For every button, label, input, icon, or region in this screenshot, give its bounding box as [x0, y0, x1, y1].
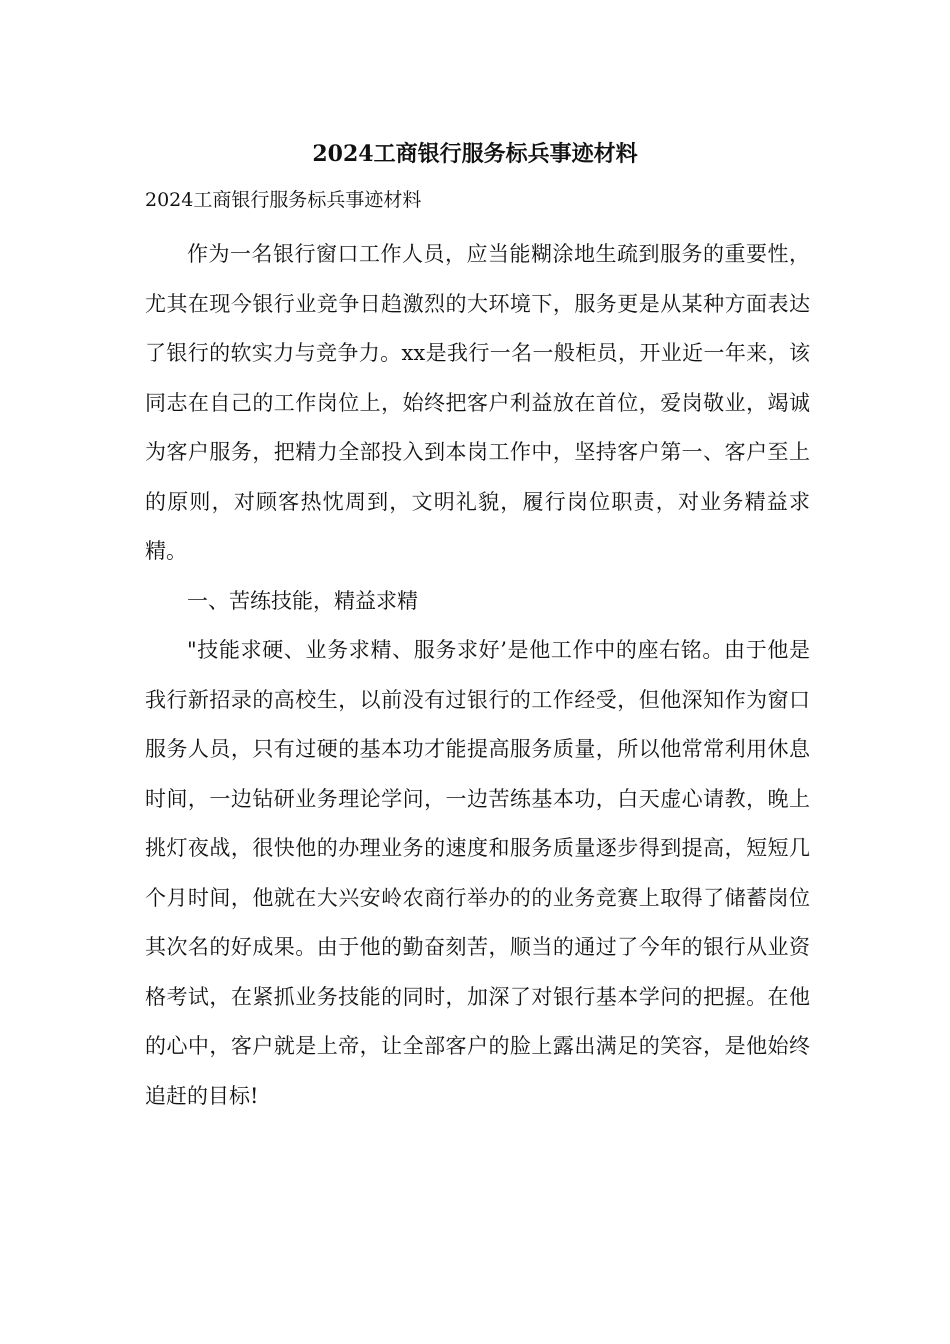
document-subtitle: 2024工商银行服务标兵事迹材料: [145, 189, 422, 211]
document-body: [145, 230, 810, 1121]
section-heading: 一、苦练技能，精益求精: [187, 588, 418, 613]
document-title: 2024工商银行服务标兵事迹材料: [312, 141, 638, 167]
paragraph-intro: 作为一名银行窗口工作人员，应当能糊涂地生疏到服务的重要性，尤其在现今银行业竞争日趋激烈的大环境下，服务更是从某种方面表达了银行的软实力与竞争力。xx是我行一名一般柜员，开业近一年来，该同志在自己的工作岗位上，始终把客户利益放在首位，爱岗敬业，竭诚为客户服务，把精力全部投入到本岗工作中，坚持客户第一、客户至上的原则，对顾客热忱周到，文明礼貌，履行岗位职责，对业务精益求精。: [145, 242, 810, 563]
paragraph-skills: "技能求硬、业务求精、服务求好’是他工作中的座右铭。由于他是我行新招录的高校生，以前没有过银行的工作经受，但他深知作为窗口服务人员，只有过硬的基本功才能提高服务质量，所以他常常利用休息时间，一边钻研业务理论学问，一边苦练基本功，白天虚心请教，晚上挑灯夜战，很快他的办理业务的速度和服务质量逐步得到提高，短短几个月时间，他就在大兴安岭农商行举办的的业务竞赛上取得了储蓄岗位其次名的好成果。由于他的勤奋刻苦，顺当的通过了今年的银行从业资格考试，在紧抓业务技能的同时，加深了对银行基本学问的把握。在他的心中，客户就是上帝，让全部客户的脸上露出满足的笑容，是他始终追赶的目标!: [145, 638, 810, 1108]
